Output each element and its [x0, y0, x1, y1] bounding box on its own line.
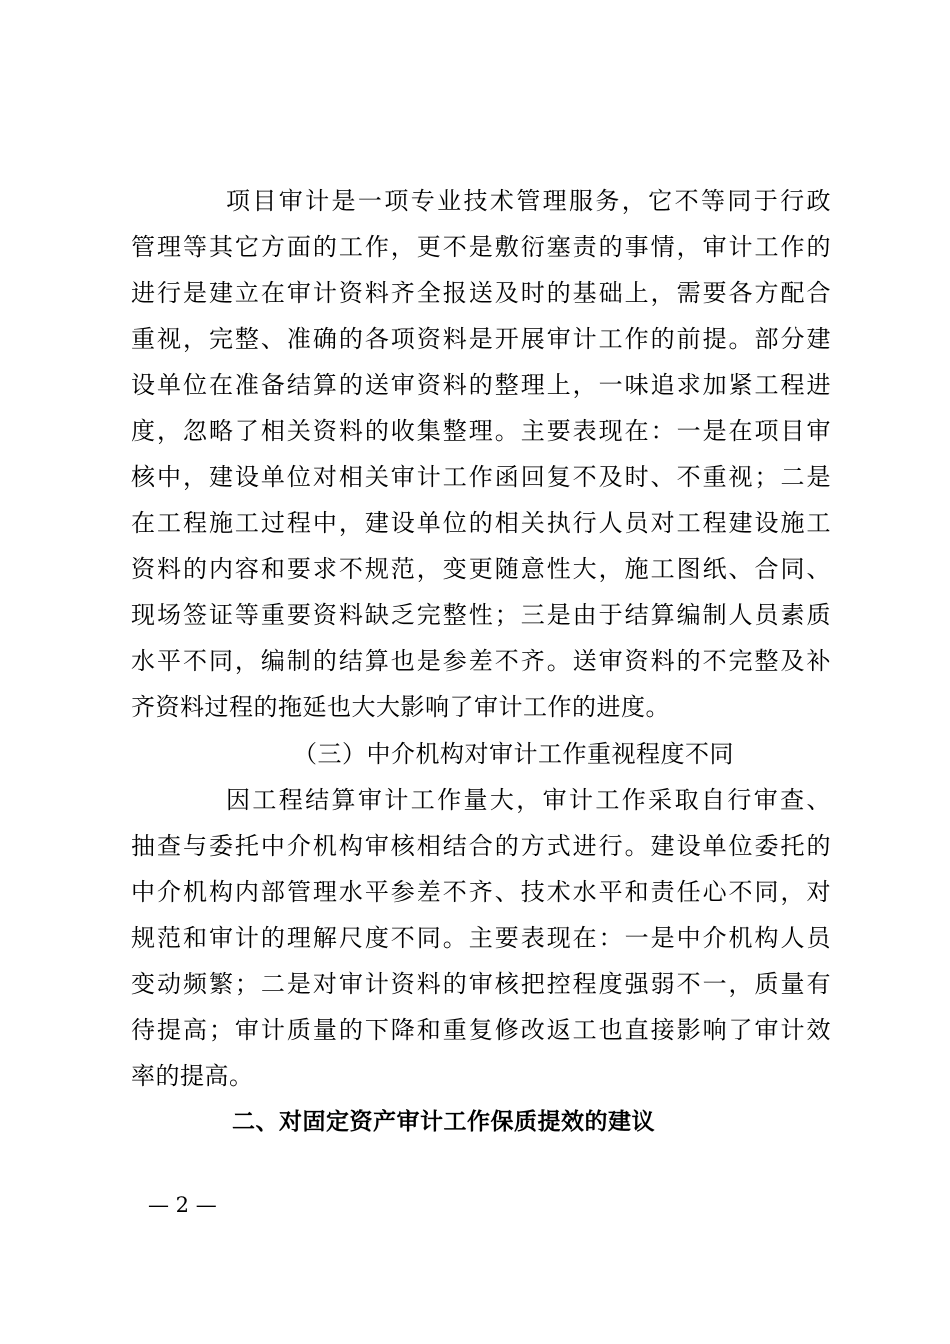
paragraph-line: 度，忽略了相关资料的收集整理。主要表现在：一是在项目审 — [131, 417, 831, 445]
page-number: — 2 — — [148, 1193, 217, 1217]
paragraph-line: 率的提高。 — [131, 1062, 254, 1090]
paragraph-line: 现场签证等重要资料缺乏完整性；三是由于结算编制人员素质 — [131, 601, 831, 629]
paragraph-line: 在工程施工过程中，建设单位的相关执行人员对工程建设施工 — [131, 509, 831, 537]
paragraph-line: 待提高；审计质量的下降和重复修改返工也直接影响了审计效 — [131, 1016, 831, 1044]
paragraph-line: 因工程结算审计工作量大，审计工作采取自行审查、 — [226, 786, 831, 814]
paragraph-line: 进行是建立在审计资料齐全报送及时的基础上，需要各方配合 — [131, 279, 831, 307]
paragraph-line: 核中，建设单位对相关审计工作函回复不及时、不重视；二是 — [131, 463, 831, 491]
paragraph-line: 抽查与委托中介机构审核相结合的方式进行。建设单位委托的 — [131, 832, 831, 860]
paragraph-line: 管理等其它方面的工作，更不是敷衍塞责的事情，审计工作的 — [131, 233, 831, 261]
paragraph-line: 资料的内容和要求不规范，变更随意性大，施工图纸、合同、 — [131, 555, 831, 583]
paragraph-line: 水平不同，编制的结算也是参差不齐。送审资料的不完整及补 — [131, 647, 831, 675]
paragraph-line: 中介机构内部管理水平参差不齐、技术水平和责任心不同，对 — [131, 878, 831, 906]
paragraph-line: 规范和审计的理解尺度不同。主要表现在：一是中介机构人员 — [131, 924, 831, 952]
paragraph-line: 齐资料过程的拖延也大大影响了审计工作的进度。 — [131, 693, 670, 721]
paragraph-line: 重视，完整、准确的各项资料是开展审计工作的前提。部分建 — [131, 325, 831, 353]
subheading-intermediary-agencies: （三）中介机构对审计工作重视程度不同 — [293, 740, 734, 768]
paragraph-line: 设单位在准备结算的送审资料的整理上，一味追求加紧工程进 — [131, 371, 831, 399]
section-heading-recommendations: 二、对固定资产审计工作保质提效的建议 — [232, 1109, 655, 1135]
paragraph-line: 项目审计是一项专业技术管理服务，它不等同于行政 — [226, 187, 831, 215]
paragraph-line: 变动频繁；二是对审计资料的审核把控程度强弱不一，质量有 — [131, 970, 831, 998]
